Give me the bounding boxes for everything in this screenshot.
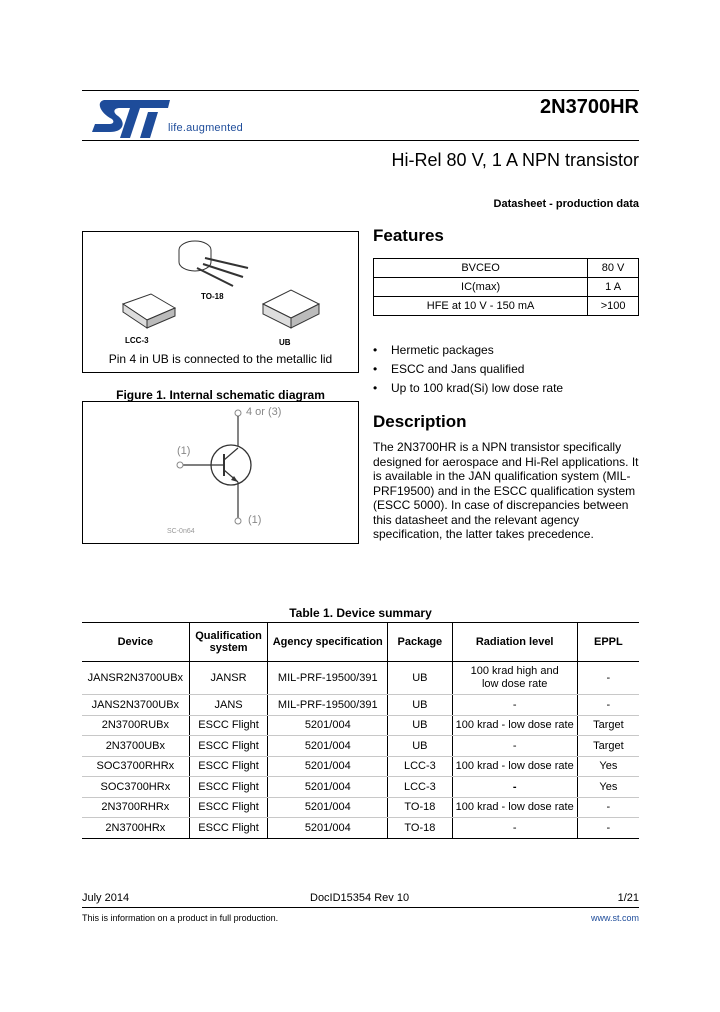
cell-qualification: ESCC Flight <box>189 777 268 798</box>
cell-package: LCC-3 <box>388 777 453 798</box>
cell-agency: 5201/004 <box>268 797 388 818</box>
cell-agency: 5201/004 <box>268 777 388 798</box>
cell-eppl: Target <box>577 715 639 736</box>
cell-agency: MIL-PRF-19500/391 <box>268 695 388 716</box>
device-summary-table <box>82 622 639 839</box>
table-row <box>82 756 639 777</box>
cell-qualification: JANS <box>189 695 268 716</box>
table-row <box>82 695 639 716</box>
transistor-schematic <box>83 402 358 543</box>
table-row <box>82 818 639 839</box>
footer-note: This is information on a product in full production. <box>82 913 279 923</box>
footer-doc-id: DocID15354 Rev 10 <box>310 892 410 904</box>
features-param: IC(max) <box>374 278 588 297</box>
package-illustration <box>83 232 358 372</box>
bullet-item: • Hermetic packages <box>373 343 563 362</box>
cell-qualification: ESCC Flight <box>189 756 268 777</box>
schematic-pin-left: (1) <box>177 445 191 457</box>
datasheet-type: Datasheet - production data <box>493 198 639 210</box>
features-row <box>374 297 639 316</box>
header-top-rule <box>82 90 639 91</box>
features-bullets <box>373 343 563 400</box>
features-heading: Features <box>373 226 444 245</box>
cell-package: TO-18 <box>388 818 453 839</box>
part-number: 2N3700HR <box>540 96 639 118</box>
figure-title: Figure 1. Internal schematic diagram <box>116 388 325 402</box>
cell-eppl: - <box>577 695 639 716</box>
features-value: 80 V <box>588 259 639 278</box>
package-label-to18: TO-18 <box>201 292 224 301</box>
cell-eppl: - <box>577 662 639 695</box>
cell-device: 2N3700UBx <box>82 736 189 757</box>
cell-eppl: - <box>577 797 639 818</box>
package-label-lcc3: LCC-3 <box>125 336 149 345</box>
cell-package: UB <box>388 736 453 757</box>
cell-eppl: Target <box>577 736 639 757</box>
col-header-radiation: Radiation level <box>452 623 577 662</box>
package-label-ub: UB <box>279 338 291 347</box>
table-row <box>82 715 639 736</box>
cell-radiation: - <box>452 736 577 757</box>
cell-radiation: 100 krad high and low dose rate <box>452 662 577 695</box>
cell-eppl: Yes <box>577 756 639 777</box>
cell-device: SOC3700HRx <box>82 777 189 798</box>
cell-device: JANSR2N3700UBx <box>82 662 189 695</box>
cell-qualification: ESCC Flight <box>189 797 268 818</box>
col-header-device: Device <box>82 623 189 662</box>
cell-radiation: 100 krad - low dose rate <box>452 715 577 736</box>
cell-eppl: Yes <box>577 777 639 798</box>
description-heading: Description <box>373 412 467 431</box>
col-header-package: Package <box>388 623 453 662</box>
cell-qualification: ESCC Flight <box>189 818 268 839</box>
cell-package: UB <box>388 695 453 716</box>
col-header-qualification: Qualification system <box>189 623 268 662</box>
cell-agency: 5201/004 <box>268 715 388 736</box>
page-subtitle: Hi-Rel 80 V, 1 A NPN transistor <box>391 150 639 170</box>
cell-device: 2N3700RHRx <box>82 797 189 818</box>
features-table <box>373 258 639 316</box>
features-param: BVCEO <box>374 259 588 278</box>
cell-device: 2N3700HRx <box>82 818 189 839</box>
table-row <box>82 662 639 695</box>
cell-qualification: JANSR <box>189 662 268 695</box>
features-row <box>374 278 639 297</box>
description-text: The 2N3700HR is a NPN transistor specifically designed for aerospace and Hi-Rel applications. It is available in the JAN qualification system (MIL-PRF19500) and in the ESCC qualification system (ESCC 5000). In case of discrepancies between this datasheet and the relevant agency specification, the latter takes precedence. <box>373 440 639 541</box>
cell-package: UB <box>388 715 453 736</box>
cell-package: TO-18 <box>388 797 453 818</box>
schematic-box <box>82 401 359 544</box>
features-param: HFE at 10 V - 150 mA <box>374 297 588 316</box>
cell-radiation: 100 krad - low dose rate <box>452 797 577 818</box>
cell-eppl: - <box>577 818 639 839</box>
cell-radiation: - <box>452 777 577 798</box>
logo-tagline: life.augmented <box>168 122 243 134</box>
footer-url-link[interactable]: www.st.com <box>590 913 639 923</box>
cell-agency: MIL-PRF-19500/391 <box>268 662 388 695</box>
cell-device: SOC3700RHRx <box>82 756 189 777</box>
table-row <box>82 797 639 818</box>
cell-radiation: - <box>452 695 577 716</box>
schematic-code: SC-0n64 <box>167 528 195 535</box>
cell-radiation: - <box>452 818 577 839</box>
features-value: >100 <box>588 297 639 316</box>
device-summary-title: Table 1. Device summary <box>289 606 432 620</box>
col-header-eppl: EPPL <box>577 623 639 662</box>
cell-device: 2N3700RUBx <box>82 715 189 736</box>
cell-agency: 5201/004 <box>268 736 388 757</box>
cell-device: JANS2N3700UBx <box>82 695 189 716</box>
cell-package: LCC-3 <box>388 756 453 777</box>
features-value: 1 A <box>588 278 639 297</box>
cell-agency: 5201/004 <box>268 818 388 839</box>
footer-rule <box>82 907 639 908</box>
schematic-pin-top: 4 or (3) <box>246 406 282 418</box>
table-header-row <box>82 623 639 662</box>
cell-package: UB <box>388 662 453 695</box>
cell-qualification: ESCC Flight <box>189 715 268 736</box>
footer-date: July 2014 <box>82 892 130 904</box>
bullet-item: • ESCC and Jans qualified <box>373 362 563 381</box>
cell-qualification: ESCC Flight <box>189 736 268 757</box>
features-row <box>374 259 639 278</box>
table-row <box>82 777 639 798</box>
cell-agency: 5201/004 <box>268 756 388 777</box>
bullet-item: • Up to 100 krad(Si) low dose rate <box>373 381 563 400</box>
pin-note: Pin 4 in UB is connected to the metallic lid <box>108 352 333 366</box>
schematic-pin-bottom: (1) <box>248 514 262 526</box>
header-mid-rule <box>82 140 639 141</box>
col-header-agency: Agency specification <box>268 623 388 662</box>
cell-radiation: 100 krad - low dose rate <box>452 756 577 777</box>
table-row <box>82 736 639 757</box>
st-logo <box>90 98 174 145</box>
footer-page: 1/21 <box>617 892 639 904</box>
